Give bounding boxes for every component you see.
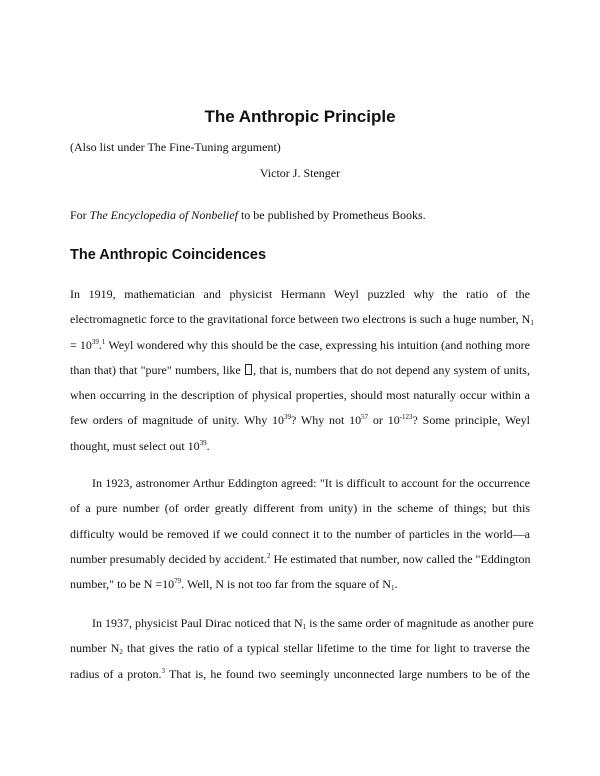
text-line: number," to be $N =10^{79}$. Well, N is not too far from the square of $N_1$. <box>70 577 398 593</box>
publication-title: The Encyclopedia of Nonbelief <box>89 208 238 222</box>
text-line: electromagnetic force to the gravitational force between two electrons is such a huge number, $N_1$ <box>70 312 534 328</box>
superscript: 39 <box>284 413 292 422</box>
publication-prefix: For <box>70 208 90 222</box>
text-line: number presumably decided by accident.$^2$ He estimated that number, now called the "Eddington <box>70 551 531 566</box>
subscript: 2 <box>119 648 123 657</box>
footnote-marker: 2 <box>266 551 271 560</box>
document-title: The Anthropic Principle <box>204 107 396 126</box>
text-line: = $10^{39}.^1$ Weyl wondered why this should be the case, expressing his intuition (and nothing more <box>70 337 530 352</box>
text-line: thought, must select out $10^{39}$. <box>70 438 210 453</box>
text-line: few orders of magnitude of unity. Why $10^{39}$? Why not $10^{57}$ or $10^{-123}$? Some principle, Weyl <box>70 413 530 428</box>
publication-note <box>70 208 426 222</box>
text-line: difficulty would be removed if we could connect it to the number of particles in the world—a <box>70 526 530 541</box>
superscript: 39 <box>91 337 99 346</box>
subscript: 1 <box>390 584 395 593</box>
text-line: of a pure number (of order greatly different from unity) in the scheme of things; but this <box>70 501 530 516</box>
footnote-marker: 3 <box>161 666 166 675</box>
text-line: when occurring in the description of physical properties, should most naturally occur within a <box>70 388 530 403</box>
text-line: In 1937, physicist Paul Dirac noticed that $N_1$ is the same order of magnitude as another pure <box>92 616 534 631</box>
text-line: In 1923, astronomer Arthur Eddington agreed: "It is difficult to account for the occurrence <box>92 476 530 490</box>
subscript: 1 <box>530 319 534 328</box>
subtitle-note: (Also list under The Fine-Tuning argument) <box>70 140 281 154</box>
text-line: radius of a proton.$^3$ That is, he found two seemingly unconnected large numbers to be of the <box>70 666 530 681</box>
text-line: number $N_2$ that gives the ratio of a typical stellar lifetime to the time for light to traverse the <box>70 641 531 657</box>
paragraph-dirac <box>70 611 534 687</box>
paragraph-eddington <box>70 471 530 597</box>
author-name: Victor J. Stenger <box>259 166 341 180</box>
superscript: 79 <box>174 577 182 586</box>
superscript: 57 <box>361 413 369 422</box>
footnote-marker: 1 <box>101 337 106 346</box>
missing-glyph-icon <box>245 364 252 375</box>
superscript: -123 <box>399 413 413 422</box>
text-line: In 1919, mathematician and physicist Hermann Weyl puzzled why the ratio of the <box>70 287 530 301</box>
subscript: 1 <box>302 623 307 631</box>
paragraph-weyl <box>70 282 534 459</box>
section-heading: The Anthropic Coincidences <box>70 247 267 263</box>
text-line: than that) that "pure" numbers, like , that is, numbers that do not depend any system of units, <box>70 362 530 377</box>
publication-suffix: to be published by Prometheus Books. <box>237 208 426 222</box>
superscript: 39 <box>199 438 207 447</box>
